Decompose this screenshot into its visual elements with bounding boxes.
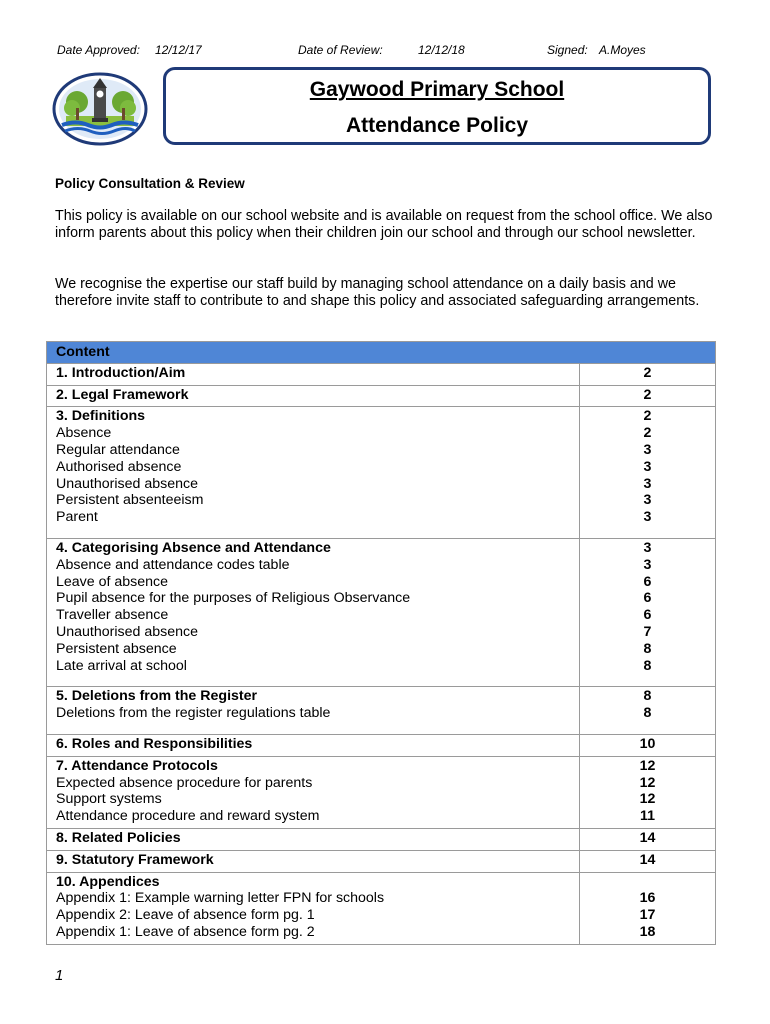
toc-item-page: 6 xyxy=(643,573,652,590)
toc-item-page: 3 xyxy=(643,556,652,573)
toc-section-row xyxy=(47,363,716,385)
toc-section-title: 10. Appendices xyxy=(56,873,160,890)
toc-item-label: Absence xyxy=(56,425,112,442)
toc-section-row xyxy=(47,407,716,539)
toc-section-row xyxy=(47,734,716,756)
toc-item-label: Regular attendance xyxy=(56,441,180,458)
toc-item-label: Persistent absenteeism xyxy=(56,492,204,509)
toc-section-title: 8. Related Policies xyxy=(56,829,181,846)
toc-item-page: 3 xyxy=(643,441,652,458)
consultation-paragraph-2: We recognise the expertise our staff build by managing school attendance on a daily basis and we therefore invite staff to contribute to and shape this policy and associated safeguarding arrangements. xyxy=(55,276,700,309)
toc-item-page: 3 xyxy=(643,458,652,475)
toc-section-cell xyxy=(47,385,580,407)
school-logo-icon xyxy=(52,72,148,146)
title-box xyxy=(163,67,711,145)
contents-header-row xyxy=(47,342,716,364)
toc-section-cell xyxy=(47,734,580,756)
toc-section-row xyxy=(47,687,716,735)
toc-item-label: Parent xyxy=(56,509,98,526)
toc-page-cell xyxy=(580,734,716,756)
toc-item-page: 6 xyxy=(643,607,652,624)
toc-item-label: Appendix 1: Leave of absence form pg. 2 xyxy=(56,923,315,940)
toc-section-row xyxy=(47,850,716,872)
policy-title: Attendance Policy xyxy=(345,114,529,137)
toc-section-row xyxy=(47,385,716,407)
toc-item-page: 18 xyxy=(639,923,656,940)
toc-section-title: 2. Legal Framework xyxy=(56,386,189,403)
toc-section-title: 3. Definitions xyxy=(56,408,146,425)
toc-item-label: Unauthorised absence xyxy=(56,475,198,492)
toc-item-label: Expected absence procedure for parents xyxy=(56,774,313,791)
toc-page-cell xyxy=(580,687,716,735)
toc-section-title: 4. Categorising Absence and Attendance xyxy=(56,539,331,556)
date-review-label: Date of Review: xyxy=(298,43,383,57)
toc-item-page: 11 xyxy=(640,808,655,825)
toc-item-label: Deletions from the register regulations table xyxy=(56,705,331,722)
date-approved-label: Date Approved: xyxy=(57,43,140,57)
contents-header: Content xyxy=(47,342,716,364)
toc-section-title: 1. Introduction/Aim xyxy=(56,364,186,381)
toc-item-label: Leave of absence xyxy=(56,573,169,590)
toc-section-page: 14 xyxy=(639,829,656,846)
date-review-value: 12/12/18 xyxy=(418,43,465,57)
toc-section-cell xyxy=(47,872,580,944)
toc-item-page: 7 xyxy=(643,623,652,640)
toc-item-label: Pupil absence for the purposes of Religious Observance xyxy=(56,590,411,607)
toc-item-page: 12 xyxy=(639,774,656,791)
toc-page-cell xyxy=(580,363,716,385)
toc-item-label: Appendix 1: Example warning letter FPN for schools xyxy=(56,890,385,907)
toc-page-cell xyxy=(580,407,716,539)
toc-section-cell xyxy=(47,850,580,872)
toc-item-label: Appendix 2: Leave of absence form pg. 1 xyxy=(56,907,315,924)
toc-section-row xyxy=(47,538,716,686)
consultation-paragraph-1: This policy is available on our school website and is available on request from the school office. We also inform parents about this policy when their children join our school and through our school newsletter. xyxy=(55,208,713,241)
toc-section-cell xyxy=(47,828,580,850)
date-approved-value: 12/12/17 xyxy=(155,43,202,57)
toc-item-label: Authorised absence xyxy=(56,458,182,475)
toc-section-page: 8 xyxy=(643,688,652,705)
toc-section-cell xyxy=(47,687,580,735)
signed-value: A.Moyes xyxy=(599,43,646,57)
toc-section-page: 10 xyxy=(639,735,656,752)
toc-page-cell xyxy=(580,828,716,850)
toc-item-label: Attendance procedure and reward system xyxy=(56,808,320,825)
toc-item-page: 3 xyxy=(643,492,652,509)
page-number: 1 xyxy=(55,967,64,984)
toc-item-page: 16 xyxy=(639,890,656,907)
toc-item-page: 8 xyxy=(643,640,652,657)
toc-section-row xyxy=(47,828,716,850)
toc-section-cell xyxy=(47,407,580,539)
toc-page-cell xyxy=(580,872,716,944)
toc-item-page: 8 xyxy=(643,705,652,722)
toc-section-title: 9. Statutory Framework xyxy=(56,851,214,868)
toc-item-label: Persistent absence xyxy=(56,640,177,657)
toc-section-page: 2 xyxy=(643,408,652,425)
consultation-heading: Policy Consultation & Review xyxy=(55,176,245,191)
toc-section-page: 12 xyxy=(639,757,656,774)
toc-section-page xyxy=(589,874,706,891)
toc-section-title: 7. Attendance Protocols xyxy=(56,757,218,774)
toc-section-title: 5. Deletions from the Register xyxy=(56,688,258,705)
toc-item-label: Absence and attendance codes table xyxy=(56,556,290,573)
toc-item-label: Unauthorised absence xyxy=(56,623,198,640)
toc-item-page: 17 xyxy=(639,907,656,924)
toc-section-page: 14 xyxy=(639,851,656,868)
toc-section-cell xyxy=(47,756,580,828)
toc-page-cell xyxy=(580,538,716,686)
toc-item-page: 2 xyxy=(643,425,652,442)
toc-section-page: 3 xyxy=(643,539,652,556)
toc-item-page: 3 xyxy=(643,475,652,492)
toc-item-label: Traveller absence xyxy=(56,607,169,624)
toc-page-cell xyxy=(580,756,716,828)
school-name: Gaywood Primary School xyxy=(309,78,565,101)
toc-section-page: 2 xyxy=(643,364,652,381)
toc-section-cell xyxy=(47,363,580,385)
toc-section-cell xyxy=(47,538,580,686)
toc-item-page: 8 xyxy=(643,657,652,674)
toc-item-page: 6 xyxy=(643,590,652,607)
toc-page-cell xyxy=(580,385,716,407)
toc-item-label: Late arrival at school xyxy=(56,657,187,674)
toc-section-row xyxy=(47,872,716,944)
toc-item-page: 12 xyxy=(639,791,656,808)
toc-item-label: Support systems xyxy=(56,791,162,808)
toc-section-row xyxy=(47,756,716,828)
contents-table xyxy=(46,341,716,945)
toc-section-title: 6. Roles and Responsibilities xyxy=(56,735,253,752)
signed-label: Signed: xyxy=(547,43,588,57)
toc-page-cell xyxy=(580,850,716,872)
toc-section-page: 2 xyxy=(643,386,652,403)
toc-item-page: 3 xyxy=(643,509,652,526)
